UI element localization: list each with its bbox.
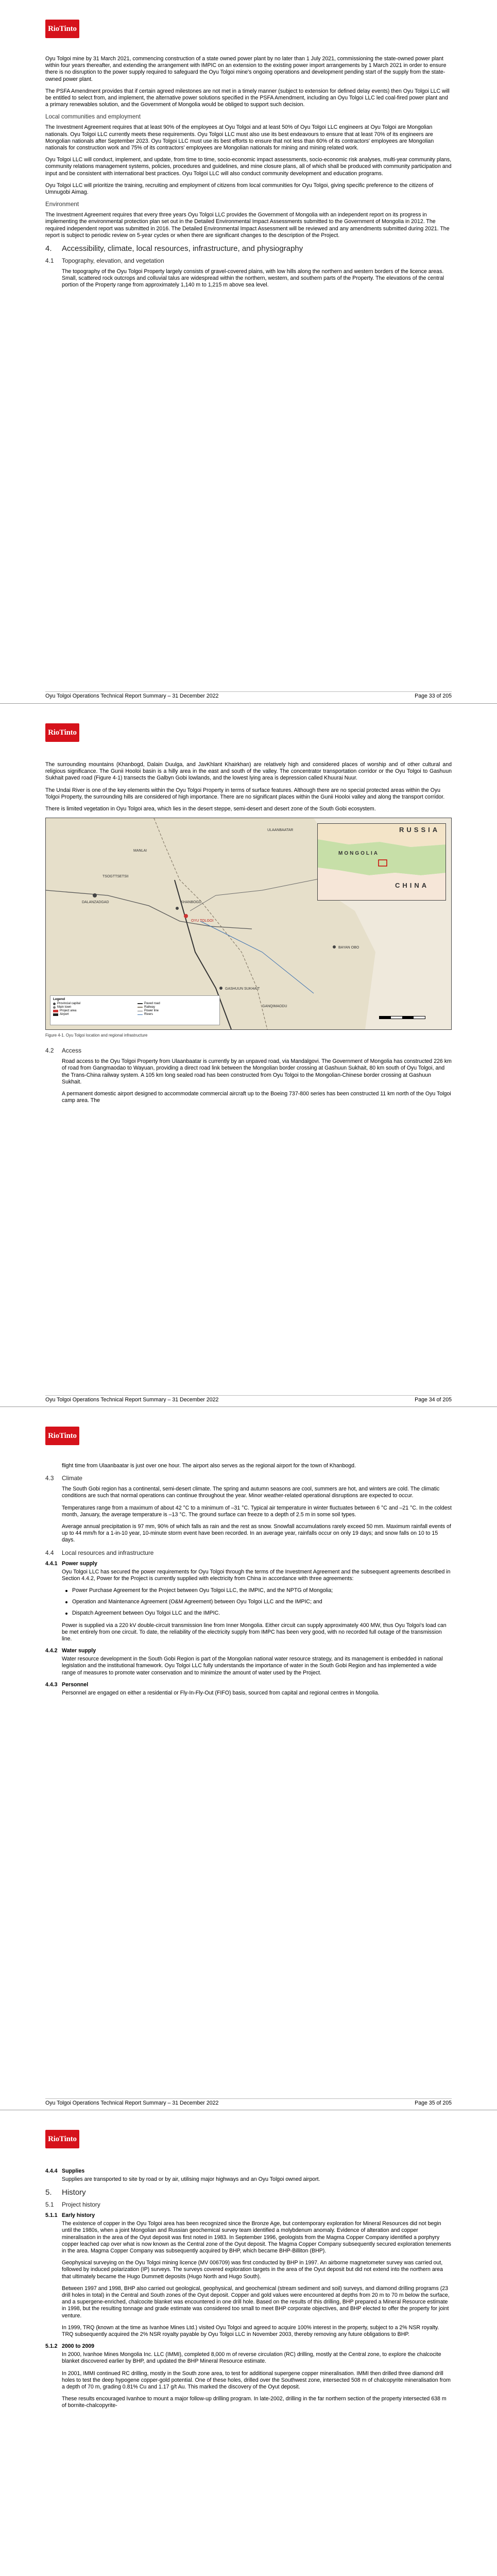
paragraph: Between 1997 and 1998, BHP also carried out geological, geophysical, and geochemical (stream sediment and soil) surveys, and diamond drilling programs (23 drill holes in total) in the Central and South zones of the Oyut deposit. Copper and gold values were encountered at depths from 20 m to 70 m below the surface, and a supergene-enriched, chalcocite blanket was encountered in one drill hole. Based on the results of this drilling, BHP prepared a Mineral Resource estimate in 1998, but the resulting tonnage and grade estimate was considered too small to meet BHP corporate objectives, and BHP elected to offer the property for joint venture. <box>62 2285 450 2319</box>
paragraph: The PSFA Amendment provides that if certain agreed milestones are not met in a timely manner (subject to extension for defined delay events) then Oyu Tolgoi LLC will be entitled to select from, and implement, the alternative power solutions specified in the PSFA Amendment, including an Oyu Tolgoi LLC led coal-fired power plant and a primary renewables solution, and the Government of Mongolia would be obliged to support such decision. <box>45 88 450 108</box>
paragraph: The Undai River is one of the key elements within the Oyu Tolgoi Property in terms of surface features. Although there are no special protected areas within the Oyu Tolgoi Property, the surrounding hills are considered of high importance. There are no significant places within the Gunii Hooloi valley and along the transport corridor. <box>45 787 445 800</box>
paragraph: Water resource development in the South Gobi Region is part of the Mongolian national water resource strategy, and its management is embedded in national legislation and the institutional framework. Oyu Tolgoi LLC fully understands the importance of water in the South Gobi Region and has implemented a wide range of measures to promote water conservation and to minimize the amount of water used by the Project. <box>62 1656 443 1676</box>
paragraph: In 1999, TRQ (known at the time as Ivanhoe Mines Ltd.) visited Oyu Tolgoi and agreed to acquire 100% interest in the property, subject to a 2% NSR royalty. TRQ subsequently acquired the 2% NSR royalty payable by Oyu Tolgoi LLC in November 2003, thereby removing any future obligations to BHP. <box>62 2324 439 2338</box>
page-35 <box>0 1406 497 2110</box>
subsection-heading: 5.1 Project history <box>45 2201 100 2209</box>
list-item: Operation and Maintenance Agreement (O&M Agreement) between Oyu Tolgoi LLC and the IMPIC; and <box>72 1599 452 1605</box>
paragraph: The South Gobi region has a continental, semi-desert climate. The spring and autumn seasons are cool, summers are hot, and winters are cold. The climatic conditions are such that normal operations can continue throughout the year. Minor weather-related operational disruptions are expected to occur. <box>62 1486 440 1499</box>
rio-tinto-logo: RioTinto <box>45 2130 79 2148</box>
subsubsection-heading: 4.4.3 Personnel <box>45 1681 89 1688</box>
page-34 <box>0 703 497 1406</box>
paragraph: In 2000, Ivanhoe Mines Mongolia Inc. LLC (IMMI), completed 8,000 m of reverse circulation (RC) drilling, mostly at the Central zone, to explore the chalcocite blanket discovered earlier by BHP, and updated the BHP Mineral Resource estimate. <box>62 2351 441 2365</box>
list-item: Power Purchase Agreement for the Project between Oyu Tolgoi LLC, the IMPIC, and the NPTG of Mongolia; <box>72 1587 452 1594</box>
paragraph: Geophysical surveying on the Oyu Tolgoi mining licence (MV 006709) was first conducted by BHP in 1997. An airborne magnetometer survey was carried out, followed by induced polarization (IP) surveys. The surveys covered exploration targets in the area of the Oyut deposit but did not extend into the northern area that ultimately became the Hugo Dummett deposits (Hugo North and Hugo South). <box>62 2260 443 2280</box>
subsubsection-heading: 4.4.4 Supplies <box>45 2168 85 2174</box>
paragraph: A permanent domestic airport designed to accommodate commercial aircraft up to the Boeing 737-800 series has been constructed 11 km north of the Oyu Tolgoi camp area. The <box>62 1091 451 1104</box>
page-33 <box>0 0 497 703</box>
paragraph: Road access to the Oyu Tolgoi Property from Ulaanbaatar is currently by an unpaved road, via Mandalgovi. The Government of Mongolia has constructed 226 km of road from Gangmaodao to Wayuan, providing a direct road link between the Mongolian border crossing at Gashuun Sukhait, 80 km south of Oyu Tolgoi, and the Trans-China railway system. A 105 km long sealed road has been constructed from Oyu Tolgoi to the Mongolian-Chinese border crossing at Gashuun Sukhait. <box>62 1058 452 1085</box>
subsection-heading: 4.2 Access <box>45 1047 82 1055</box>
paragraph: flight time from Ulaanbaatar is just over one hour. The airport also serves as the regional airport for the town of Khanbogd. <box>62 1463 356 1469</box>
section-heading: 4. Accessibility, climate, local resources, infrastructure, and physiography <box>45 244 303 253</box>
rio-tinto-logo: RioTinto <box>45 1427 79 1445</box>
page-footer: Oyu Tolgoi Operations Technical Report Summary – 31 December 2022 Page 34 of 205 <box>45 1395 452 1402</box>
paragraph: Oyu Tolgoi LLC will conduct, implement, and update, from time to time, socio-economic impact assessments, socio-economic risk analyses, multi-year community plans, community relations management systems, policies, procedures and guidelines, and mine closure plans, all of which shall be produced with community participation and input and be consistent with international best practices. Oyu Tolgoi LLC will also conduct community development and education programs. <box>45 157 452 177</box>
subsection-heading: 4.4 Local resources and infrastructure <box>45 1549 154 1556</box>
paragraph: Supplies are transported to site by road or by air, utilising major highways and an Oyu Tolgoi owned airport. <box>62 2176 320 2182</box>
paragraph: The Investment Agreement requires that every three years Oyu Tolgoi LLC provides the Government of Mongolia with an independent report on its progress in implementing the environmental protection plan set out in the Detailed Environmental Impact Assessments submitted to the Government of Mongolia in 2012. The required independent report was submitted in 2016. The Detailed Environmental Impact Assessment will be reviewed and any amendments submitted during 2021. The report is subject to periodic review on 5-year cycles or when there are significant changes to the description of the Project. <box>45 212 450 239</box>
map-label: OYU TOLGOI <box>191 919 214 923</box>
inset-country: MONGOLIA <box>338 851 379 857</box>
subsubsection-heading: 4.4.2 Water supply <box>45 1648 96 1654</box>
map-label: BAYAN OBO <box>338 946 359 950</box>
subsection-heading: 4.1 Topography, elevation, and vegetation <box>45 257 164 265</box>
paragraph: The existence of copper in the Oyu Tolgoi area has been recognized since the Bronze Age, but contemporary exploration for Mineral Resources did not begin until the 1980s, when a joint Mongolian and Russian geochemical survey team identified a molybdenum anomaly. Evidence of alteration and copper mineralisation in the area of the Oyut deposit was first noted in 1983. In September 1996, geologists from the Magma Copper Company identified a porphyry copper leached cap over what is now known as the Central zone of the Oyut deposit. The Magma Copper Company subsequently secured exploration tenements in the area. Magma Copper Company was subsequently acquired by BHP, which became BHP-Billiton (BHP). <box>62 2221 451 2255</box>
paragraph: Oyu Tolgoi LLC has secured the power requirements for Oyu Tolgoi through the terms of the Investment Agreement and the subsequent agreements described in Section 4.4.2, Power for the Project is currently supplied with electricity from China in accordance with three agreements: <box>62 1568 451 1582</box>
page-footer: Oyu Tolgoi Operations Technical Report Summary – 31 December 2022 Page 33 of 205 <box>45 691 452 699</box>
rio-tinto-logo: RioTinto <box>45 723 79 742</box>
map-label: DALANZADGAD <box>82 901 109 905</box>
page-36 <box>0 2110 497 2576</box>
inset-china: CHINA <box>395 882 430 890</box>
map-label: MANLAI <box>133 849 147 853</box>
map-label: KHANBOGD <box>181 901 202 905</box>
subheading: Local communities and employment <box>45 113 141 121</box>
subsubsection-heading: 4.4.1 Power supply <box>45 1560 97 1567</box>
paragraph: Oyu Tolgoi mine by 31 March 2021, commencing construction of a state owned power plant by no later than 1 July 2021, commissioning the state-owned power plant within four years thereafter, and extending the arrangement with IMPIC on an extension to the existing power import arrangements by 1 March 2021 in order to ensure there is no disruption to the power supply required to safeguard the Oyu Tolgoi mine's ongoing operations and development pending start of the supply from the state-owned power plant. <box>45 56 447 82</box>
subheading: Environment <box>45 201 79 208</box>
paragraph: Personnel are engaged on either a residential or Fly-In-Fly-Out (FIFO) basis, sourced from capital and regional centres in Mongolia. <box>62 1689 380 1696</box>
agreements-list <box>45 1587 452 1617</box>
location-map <box>45 818 452 1030</box>
subsection-heading: 4.3 Climate <box>45 1475 82 1482</box>
list-item: Dispatch Agreement between Oyu Tolgoi LLC and the IMPIC. <box>72 1610 452 1617</box>
paragraph: There is limited vegetation in Oyu Tolgoi area, which lies in the desert steppe, semi-desert and desert zone of the South Gobi ecosystem. <box>45 806 376 812</box>
section-heading: 5. History <box>45 2188 86 2197</box>
paragraph: These results encouraged Ivanhoe to mount a major follow-up drilling program. In late-2002, drilling in the far northern section of the property intersected 638 m of bornite-chalcopyrite- <box>62 2396 447 2409</box>
paragraph: Temperatures range from a maximum of about 42 °C to a minimum of –31 °C. Typical air temperature in winter fluctuates between 6 °C and –21 °C. In the coldest month, January, the average temperature is –13 °C. The ground surface can freeze to a depth of 2.5 m in some soil types. <box>62 1504 452 1518</box>
paragraph: In 2001, IMMI continued RC drilling, mostly in the South zone area, to test for additional supergene copper mineralisation. IMMI then drilled three diamond drill holes to test the deep hypogene copper-gold potential. One of these holes, drilled over the Southwest zone, intersected 508 m of chalcopyrite mineralisation from a depth of 70 m, grading 0.81% Cu and 1.17 g/t Au. This marked the discovery of the Oyut deposit. <box>62 2370 451 2391</box>
map-label: TSOGTTSETSII <box>102 875 129 879</box>
subsubsection-heading: 5.1.2 2000 to 2009 <box>45 2343 95 2350</box>
paragraph: The Investment Agreement requires that at least 90% of the employees at Oyu Tolgoi and at least 50% of Oyu Tolgoi LLC engineers at Oyu Tolgoi are Mongolian nationals. Oyu Tolgoi LLC currently meets these requirements. Oyu Tolgoi LLC must also use its best endeavours to ensure that at least 70% of its engineers are Mongolian nationals after September 2023. Oyu Tolgoi LLC must use its best efforts to ensure that not less than 60% of its contractors' employees are Mongolian nationals for construction work and 75% of its contractors' employees are Mongolian nationals for mining and mining related work. <box>45 124 434 151</box>
inset-map <box>317 823 446 901</box>
map-legend: Legend Provincial capital Paved road Main town Railway Project area Power line Airport Rivers <box>50 995 220 1025</box>
map-label: GANQIMAODU <box>262 1005 287 1009</box>
paragraph: Oyu Tolgoi LLC will prioritize the training, recruiting and employment of citizens from local communities for Oyu Tolgoi, giving specific preference to the citizens of Umnugobi Aimag. <box>45 182 434 196</box>
subsubsection-heading: 5.1.1 Early history <box>45 2212 95 2219</box>
map-label: GASHUUN SUKHAIT <box>225 987 260 991</box>
paragraph: Power is supplied via a 220 kV double-circuit transmission line from Inner Mongolia. Either circuit can supply approximately 400 MW, thus Oyu Tolgoi's load can be met entirely from one circuit. To date, the reliability of the electricity supply from IMPC has been very good, with no recorded full outage of the transmission line. <box>62 1622 447 1642</box>
map-label: ULAANBAATAR <box>267 828 294 833</box>
paragraph: Average annual precipitation is 97 mm, 90% of which falls as rain and the rest as snow. Snowfall accumulations rarely exceed 50 mm. Maximum rainfall events of up to 44 mm/h for a 1-in-10 year, 10-minute storm event have been recorded. In an average year, rainfalls occur on only 19 days; and snow falls on 10 to 15 days. <box>62 1523 451 1544</box>
paragraph: The topography of the Oyu Tolgoi Property largely consists of gravel-covered plains, with low hills along the northern and western borders of the licence areas. Small, scattered rock outcrops and colluvial talus are widespread within the northern, western, and southern parts of the Property. The elevations of the central portion of the Property range from approximately 1,140 m to 1,215 m above sea level. <box>62 268 444 289</box>
inset-title: RUSSIA <box>399 826 440 834</box>
paragraph: The surrounding mountains (Khanbogd, Dalain Duulga, and JavKhlant Khairkhan) are relatively high and considered places of worship and of other cultural and religious significance. The Gunii Hooloi basin is a hilly area in the east and south of the valley. The concentrator transportation corridor or the Oyu Tolgoi to Gashuun Sukhait paved road (Figure 4-1) transects the Galbyn Gobi lowlands, and the lowest lying area is depression called Khuurai Nuur. <box>45 761 452 782</box>
page-footer: Oyu Tolgoi Operations Technical Report Summary – 31 December 2022 Page 35 of 205 <box>45 2098 452 2106</box>
scale-bar <box>379 1016 425 1019</box>
rio-tinto-logo: RioTinto <box>45 20 79 38</box>
figure-caption: Figure 4-1. Oyu Tolgoi location and regional infrastructure <box>45 1033 148 1038</box>
